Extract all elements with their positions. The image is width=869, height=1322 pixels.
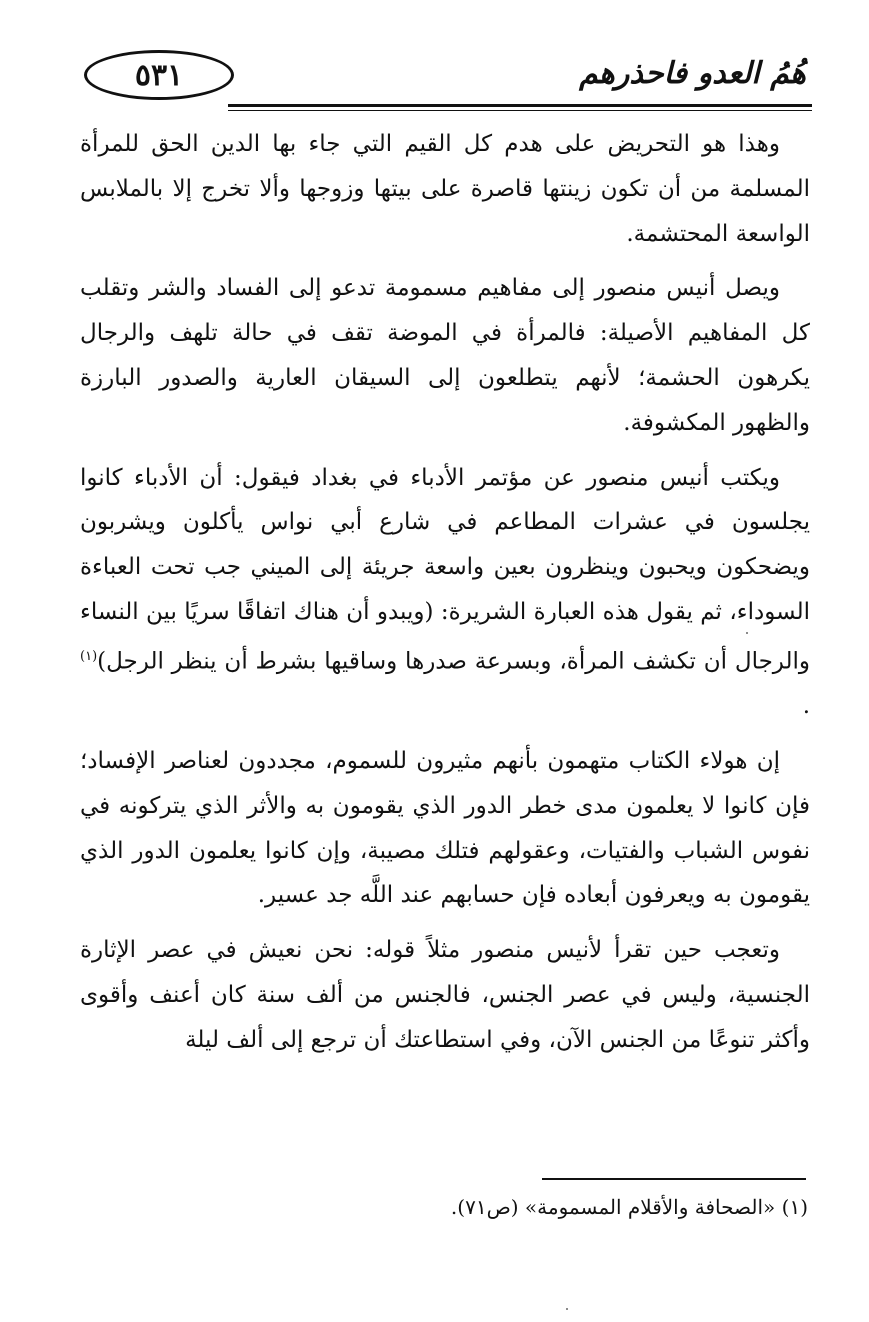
paragraph-3-text: ويكتب أنيس منصور عن مؤتمر الأدباء في بغداد فيقول: أن الأدباء كانوا يجلسون في عشرات المطاعم في شارع أبي نواس يأكلون ويشربون ويضحكون ويحبون وينظرون بعين واسعة جريئة إلى الميني جب تحت العباءة السوداء، ثم يقول هذه العبارة الشريرة: (ويبدو أن هناك اتفاقًا سريًا بين النساء والرجال أن تكشف المرأة، وبسرعة صدرها وساقيها بشرط أن ينظر الرجل) — [80, 464, 810, 675]
header-rule — [228, 104, 812, 107]
page-number: ٥٣١ — [84, 50, 234, 100]
paragraph-2: ويصل أنيس منصور إلى مفاهيم مسمومة تدعو إلى الفساد والشر وتقلب كل المفاهيم الأصيلة: فالمرأة في الموضة تقف في حالة تلهف والرجال يكرهون الحشمة؛ لأنهم يتطلعون إلى السيقان العارية والصدور البارزة والظهور المكشوفة. — [80, 275, 810, 436]
scan-speck — [746, 632, 748, 634]
running-title: هُمُ العدو فاحذرهم — [579, 56, 806, 91]
footnote-separator — [542, 1178, 806, 1180]
paragraph-3-tail: . — [802, 693, 810, 720]
body-text — [80, 122, 810, 1073]
header-rule-thin — [228, 110, 812, 111]
paragraph-3 — [80, 456, 810, 729]
paragraph-1: وهذا هو التحريض على هدم كل القيم التي جاء بها الدين الحق للمرأة المسلمة من أن تكون زينتها قاصرة على بيتها وزوجها وألا تخرج إلا بالملابس الواسعة المحتشمة. — [80, 131, 810, 247]
paragraph-5: وتعجب حين تقرأ لأنيس منصور مثلاً قوله: نحن نعيش في عصر الإثارة الجنسية، وليس في عصر الجنس، فالجنس من ألف سنة كان أعنف وأقوى وأكثر تنوعًا من الجنس الآن، وفي استطاعتك أن ترجع إلى ألف ليلة — [80, 937, 810, 1053]
scan-speck — [566, 1308, 568, 1310]
page-header — [78, 44, 812, 114]
footnote-reference: (١) — [80, 648, 98, 664]
footnote: (١) «الصحافة والأقلام المسمومة» (ص٧١). — [450, 1195, 808, 1219]
paragraph-4: إن هولاء الكتاب متهمون بأنهم مثيرون للسموم، مجددون لعناصر الإفساد؛ فإن كانوا لا يعلمون مدى خطر الدور الذي يقومون به والأثر الذي يتركونه في نفوس الشباب والفتيات، وعقولهم فتلك مصيبة، وإن كانوا يعلمون الدور الذي يقومون به ويعرفون أبعاده فإن حسابهم عند اللَّه جد عسير. — [80, 748, 810, 909]
